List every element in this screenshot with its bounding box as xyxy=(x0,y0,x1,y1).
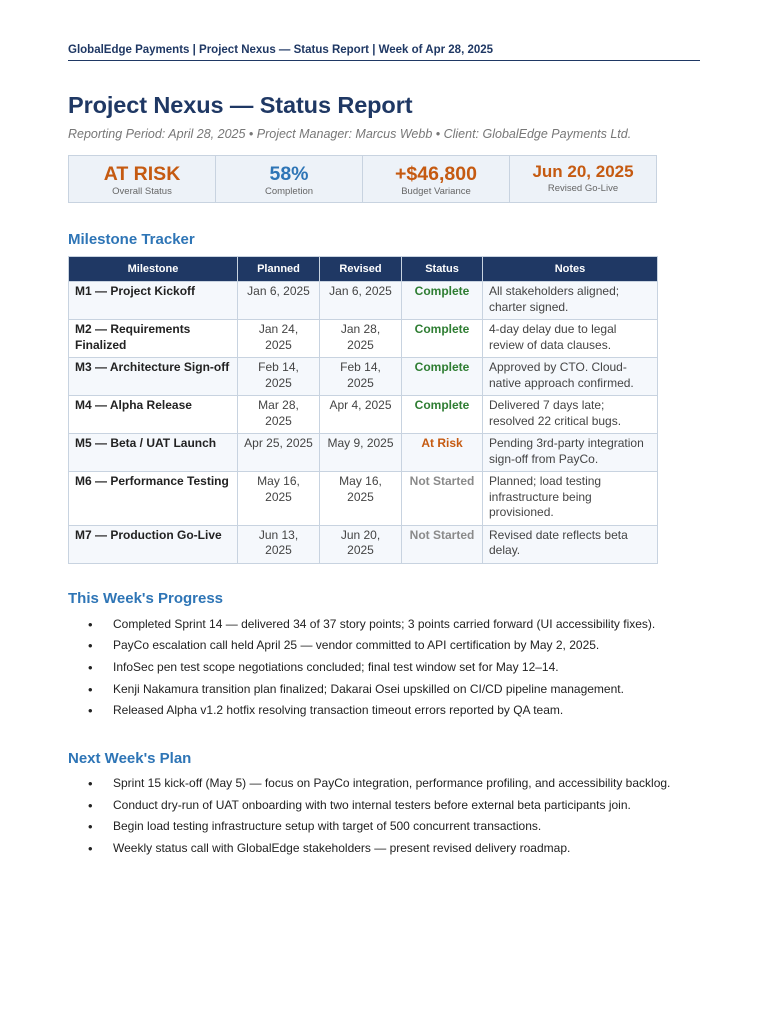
table-row xyxy=(69,434,658,472)
page-title: Project Nexus — Status Report xyxy=(68,92,413,118)
column-header-milestone: Milestone xyxy=(69,257,238,282)
table-row xyxy=(69,358,658,396)
milestone-name: M2 — Requirements Finalized xyxy=(69,320,238,358)
status-badge: Complete xyxy=(402,358,483,396)
milestone-table-body xyxy=(69,282,658,564)
kpi-value: AT RISK xyxy=(103,163,181,185)
kpi-revised-go-live xyxy=(510,156,656,202)
next-week-heading: Next Week's Plan xyxy=(68,750,192,768)
milestone-notes: All stakeholders aligned; charter signed. xyxy=(483,282,658,320)
planned-date: Jun 13, 2025 xyxy=(238,525,320,563)
milestone-notes: Revised date reflects beta delay. xyxy=(483,525,658,563)
list-item: • PayCo escalation call held April 25 — vendor committed to API certification by May 2, 2025. xyxy=(68,635,700,657)
table-header-row xyxy=(69,257,658,282)
status-badge: Complete xyxy=(402,282,483,320)
progress-list xyxy=(68,614,700,723)
list-item: • Conduct dry-run of UAT onboarding with two internal testers before external beta participants join. xyxy=(68,795,700,817)
kpi-value: 58% xyxy=(269,163,309,185)
status-badge: Complete xyxy=(402,396,483,434)
milestone-notes: Pending 3rd-party integration sign-off from PayCo. xyxy=(483,434,658,472)
status-badge: Not Started xyxy=(402,525,483,563)
kpi-label: Revised Go-Live xyxy=(547,183,619,194)
milestone-notes: Planned; load testing infrastructure being provisioned. xyxy=(483,472,658,526)
running-header: GlobalEdge Payments | Project Nexus — Status Report | Week of Apr 28, 2025 xyxy=(68,44,700,61)
kpi-budget-variance xyxy=(363,156,510,202)
milestone-notes: 4-day delay due to legal review of data clauses. xyxy=(483,320,658,358)
revised-date: Jan 6, 2025 xyxy=(320,282,402,320)
column-header-notes: Notes xyxy=(483,257,658,282)
list-item: • InfoSec pen test scope negotiations concluded; final test window set for May 12–14. xyxy=(68,657,700,679)
revised-date: May 9, 2025 xyxy=(320,434,402,472)
table-row xyxy=(69,396,658,434)
kpi-label: Overall Status xyxy=(112,186,172,197)
milestone-name: M4 — Alpha Release xyxy=(69,396,238,434)
table-row xyxy=(69,320,658,358)
revised-date: Jan 28, 2025 xyxy=(320,320,402,358)
status-badge: Complete xyxy=(402,320,483,358)
status-badge: At Risk xyxy=(402,434,483,472)
revised-date: Apr 4, 2025 xyxy=(320,396,402,434)
list-item: • Sprint 15 kick-off (May 5) — focus on PayCo integration, performance profiling, and accessibility backlog. xyxy=(68,773,700,795)
kpi-summary xyxy=(68,155,657,203)
report-subtitle: Reporting Period: April 28, 2025 • Project Manager: Marcus Webb • Client: GlobalEdge Payments Ltd. xyxy=(68,127,632,141)
table-row xyxy=(69,525,658,563)
column-header-planned: Planned xyxy=(238,257,320,282)
milestone-name: M7 — Production Go-Live xyxy=(69,525,238,563)
milestone-table xyxy=(68,256,658,564)
planned-date: May 16, 2025 xyxy=(238,472,320,526)
next-week-list xyxy=(68,773,700,860)
kpi-value: Jun 20, 2025 xyxy=(532,162,634,181)
milestone-name: M3 — Architecture Sign-off xyxy=(69,358,238,396)
kpi-overall-status xyxy=(69,156,216,202)
milestone-name: M1 — Project Kickoff xyxy=(69,282,238,320)
list-item: • Kenji Nakamura transition plan finalized; Dakarai Osei upskilled on CI/CD pipeline management. xyxy=(68,679,700,701)
kpi-value: +$46,800 xyxy=(395,163,477,185)
list-item: • Weekly status call with GlobalEdge stakeholders — present revised delivery roadmap. xyxy=(68,838,700,860)
milestone-notes: Delivered 7 days late; resolved 22 critical bugs. xyxy=(483,396,658,434)
milestone-name: M5 — Beta / UAT Launch xyxy=(69,434,238,472)
revised-date: Feb 14, 2025 xyxy=(320,358,402,396)
kpi-completion xyxy=(216,156,363,202)
table-row xyxy=(69,282,658,320)
planned-date: Apr 25, 2025 xyxy=(238,434,320,472)
status-badge: Not Started xyxy=(402,472,483,526)
list-item: • Released Alpha v1.2 hotfix resolving transaction timeout errors reported by QA team. xyxy=(68,700,700,722)
planned-date: Mar 28, 2025 xyxy=(238,396,320,434)
revised-date: May 16, 2025 xyxy=(320,472,402,526)
table-row xyxy=(69,472,658,526)
milestone-name: M6 — Performance Testing xyxy=(69,472,238,526)
progress-heading: This Week's Progress xyxy=(68,589,224,607)
list-item: • Completed Sprint 14 — delivered 34 of 37 story points; 3 points carried forward (UI accessibility fixes). xyxy=(68,614,700,636)
revised-date: Jun 20, 2025 xyxy=(320,525,402,563)
list-item: • Begin load testing infrastructure setup with target of 500 concurrent transactions. xyxy=(68,816,700,838)
milestone-heading: Milestone Tracker xyxy=(68,231,195,248)
kpi-label: Completion xyxy=(264,186,314,197)
report-page xyxy=(68,0,700,860)
planned-date: Feb 14, 2025 xyxy=(238,358,320,396)
column-header-status: Status xyxy=(402,257,483,282)
column-header-revised: Revised xyxy=(320,257,402,282)
kpi-label: Budget Variance xyxy=(401,186,471,197)
planned-date: Jan 24, 2025 xyxy=(238,320,320,358)
milestone-notes: Approved by CTO. Cloud-native approach confirmed. xyxy=(483,358,658,396)
planned-date: Jan 6, 2025 xyxy=(238,282,320,320)
